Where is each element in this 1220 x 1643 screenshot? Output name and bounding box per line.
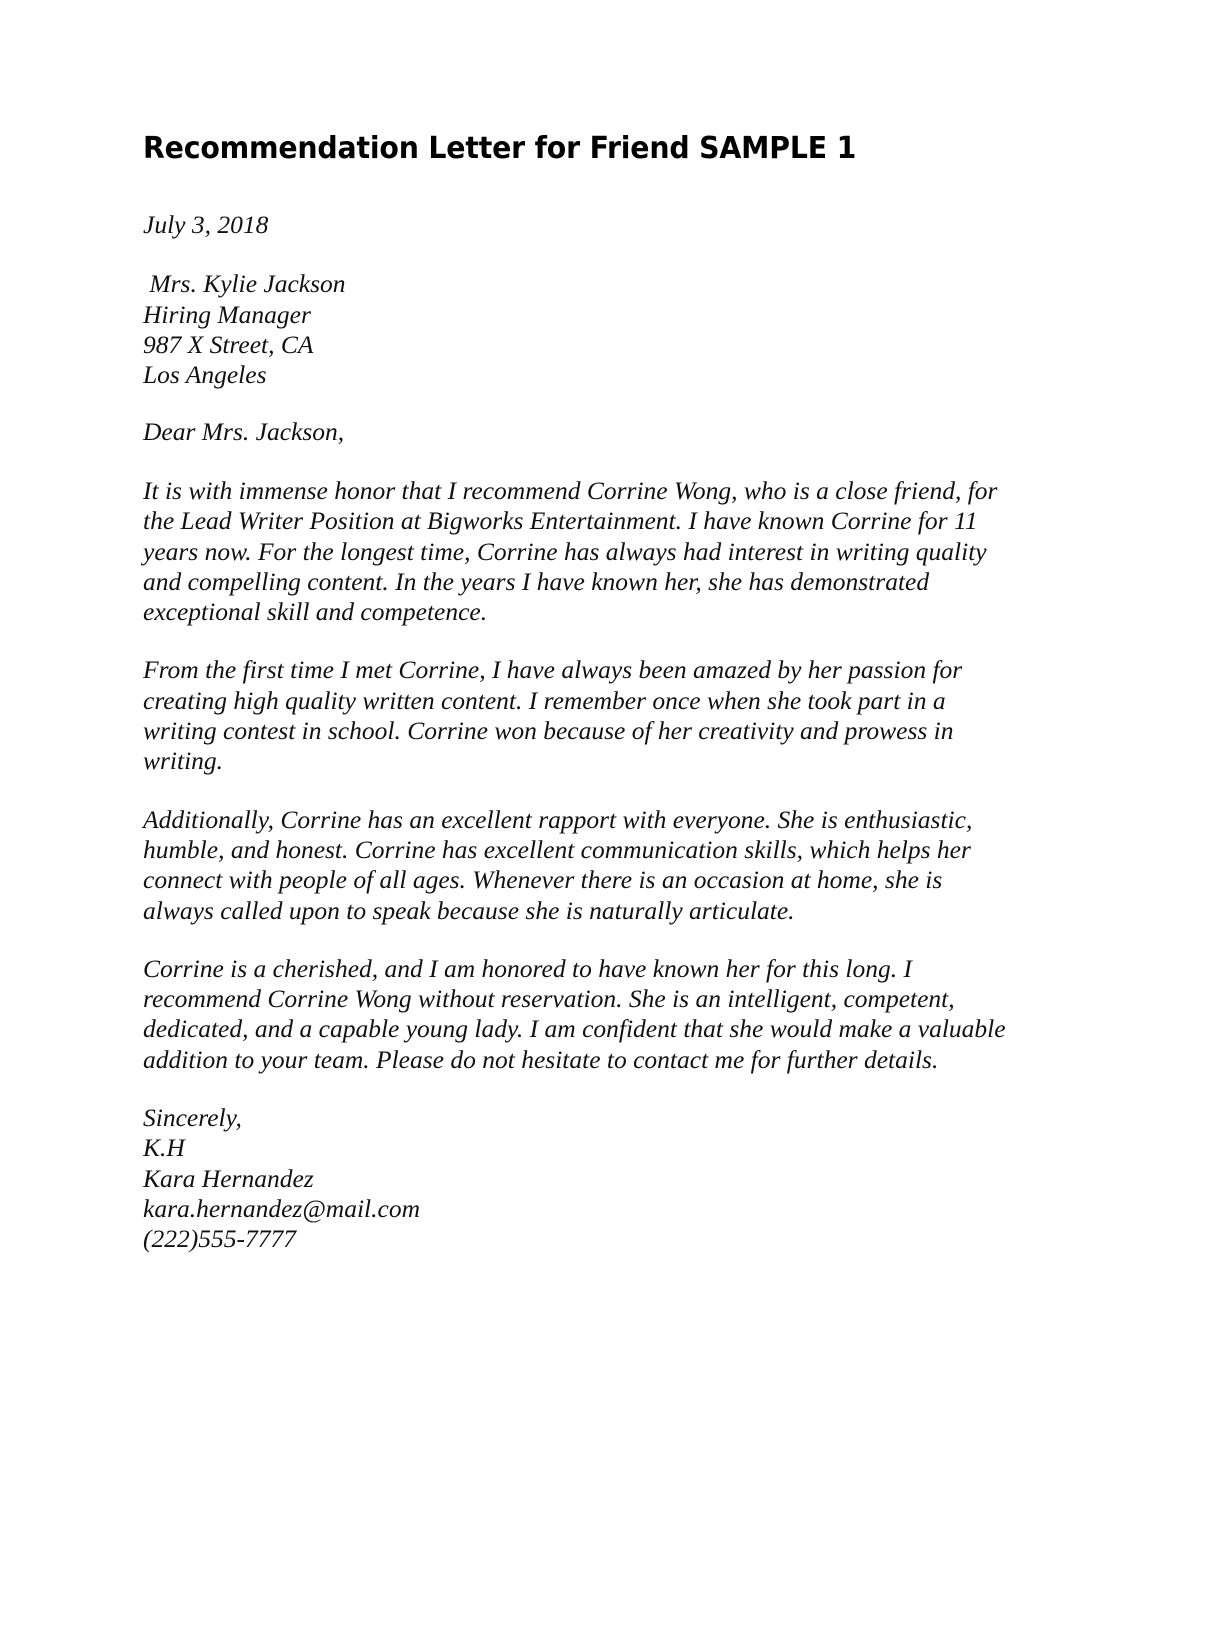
recipient-role: Hiring Manager (143, 299, 311, 329)
body-paragraph-3: Additionally, Corrine has an excellent rapport with everyone. She is enthusiastic, humble, and honest. Corrine has excellent communication skills, which helps her connect with people of all ages. Whenever there is an occasion at home, she is always called upon to speak because she is naturally articulate. (143, 804, 973, 925)
salutation: Dear Mrs. Jackson, (143, 416, 345, 446)
recipient-name: Mrs. Kylie Jackson (143, 269, 346, 299)
letter-date: July 3, 2018 (143, 210, 269, 240)
recipient-street: 987 X Street, CA (143, 330, 314, 360)
recipient-city: Los Angeles (143, 360, 267, 390)
body-paragraph-4: Corrine is a cherished, and I am honored to have known her for this long. I recommend Corrine Wong without reservation. She is an intelligent, competent, dedicated, and a capable young lady. I am confident that she would make a valuable addition to your team. Please do not hesitate to contact me for further details. (143, 953, 1006, 1074)
sender-name: Kara Hernandez (143, 1163, 314, 1193)
sender-phone: (222)555-7777 (143, 1224, 296, 1254)
closing-block (143, 1103, 1018, 1254)
page-title: Recommendation Letter for Friend SAMPLE 1 (143, 131, 857, 166)
valediction: Sincerely, (143, 1102, 242, 1132)
body-paragraph-1: It is with immense honor that I recommend Corrine Wong, who is a close friend, for the Lead Writer Position at Bigworks Entertainment. I have known Corrine for 11 years now. For the longest time, Corrine has always had interest in writing quality and compelling content. In the years I have known her, she has demonstrated exceptional skill and competence. (143, 475, 998, 627)
salutation-block (143, 417, 1018, 447)
letter-content (143, 132, 1018, 1281)
sender-email: kara.hernandez@mail.com (143, 1193, 421, 1223)
body-paragraph-2: From the first time I met Corrine, I have always been amazed by her passion for creating high quality written content. I remember once when she took part in a writing contest in school. Corrine won because of her creativity and prowess in writing. (143, 655, 963, 776)
recipient-address-block (143, 269, 1018, 390)
letter-date-block (143, 210, 1018, 240)
signature-initials: K.H (143, 1133, 185, 1163)
